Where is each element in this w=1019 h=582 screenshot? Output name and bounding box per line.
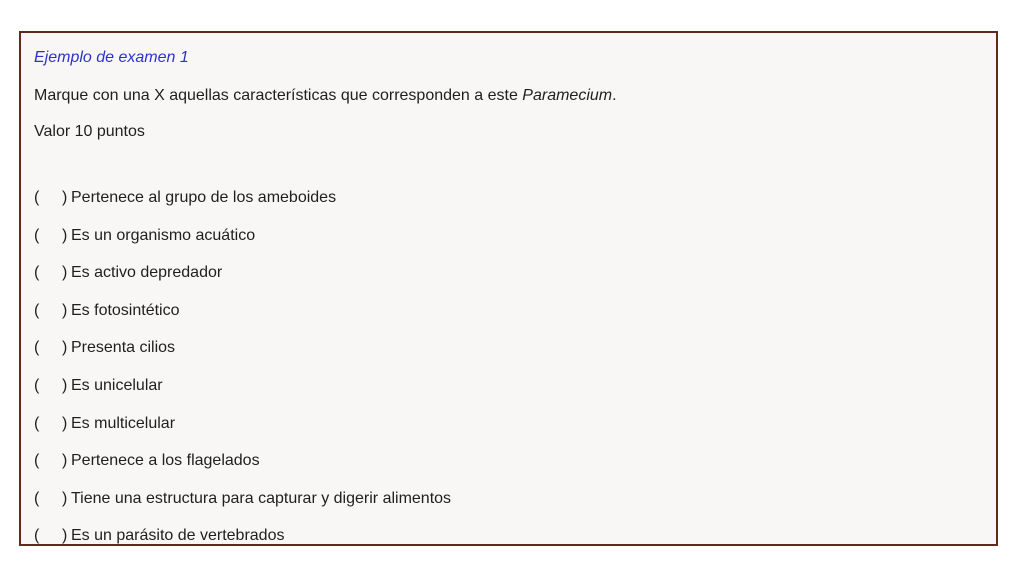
checkbox-open-paren: ( [34, 264, 40, 282]
answer-checkbox[interactable] [34, 263, 68, 283]
exam-title: Ejemplo de examen 1 [34, 49, 189, 66]
option-text: Es fotosintético [71, 301, 180, 319]
option-text: Pertenece a los flagelados [71, 452, 260, 470]
checkbox-close-paren: ) [62, 376, 68, 394]
answer-checkbox[interactable] [34, 301, 68, 321]
checkbox-open-paren: ( [34, 489, 40, 507]
answer-checkbox[interactable] [34, 414, 68, 434]
checkbox-close-paren: ) [62, 489, 68, 507]
checkbox-close-paren: ) [62, 264, 68, 282]
option-text: Es activo depredador [71, 264, 223, 282]
option-text: Presenta cilios [71, 339, 176, 357]
answer-checkbox[interactable] [34, 526, 68, 546]
instruction-italic-term: Paramecium [522, 87, 613, 104]
answer-checkbox[interactable] [34, 376, 68, 396]
checkbox-close-paren: ) [62, 339, 68, 357]
checkbox-close-paren: ) [62, 414, 68, 432]
answer-checkbox[interactable] [34, 489, 68, 509]
instruction-suffix: . [612, 87, 617, 104]
exam-box [19, 31, 998, 546]
option-text: Es un organismo acuático [71, 226, 256, 244]
answer-checkbox[interactable] [34, 338, 68, 358]
checkbox-open-paren: ( [34, 189, 40, 206]
instruction-prefix: Marque con una X aquellas características que corresponden a este [34, 87, 523, 104]
instruction-text [34, 86, 986, 106]
checkbox-open-paren: ( [34, 527, 40, 545]
exam-content [34, 48, 986, 545]
answer-checkbox[interactable] [34, 451, 68, 471]
checkbox-close-paren: ) [62, 527, 68, 545]
checkbox-open-paren: ( [34, 226, 40, 244]
checkbox-close-paren: ) [62, 301, 68, 319]
value-label: Valor 10 puntos [34, 123, 145, 140]
option-text: Tiene una estructura para capturar y digerir alimentos [71, 489, 452, 507]
checkbox-close-paren: ) [62, 226, 68, 244]
option-text: Es unicelular [71, 376, 163, 394]
checkbox-open-paren: ( [34, 414, 40, 432]
checkbox-close-paren: ) [62, 452, 68, 470]
checkbox-open-paren: ( [34, 301, 40, 319]
checkbox-open-paren: ( [34, 339, 40, 357]
checkbox-open-paren: ( [34, 452, 40, 470]
checkbox-close-paren: ) [62, 189, 68, 206]
answer-checkbox[interactable] [34, 226, 68, 246]
option-text: Pertenece al grupo de los ameboides [71, 189, 337, 206]
option-text: Es multicelular [71, 414, 176, 432]
checkbox-open-paren: ( [34, 376, 40, 394]
option-text: Es un parásito de vertebrados [71, 527, 285, 545]
answer-checkbox[interactable] [34, 188, 68, 208]
